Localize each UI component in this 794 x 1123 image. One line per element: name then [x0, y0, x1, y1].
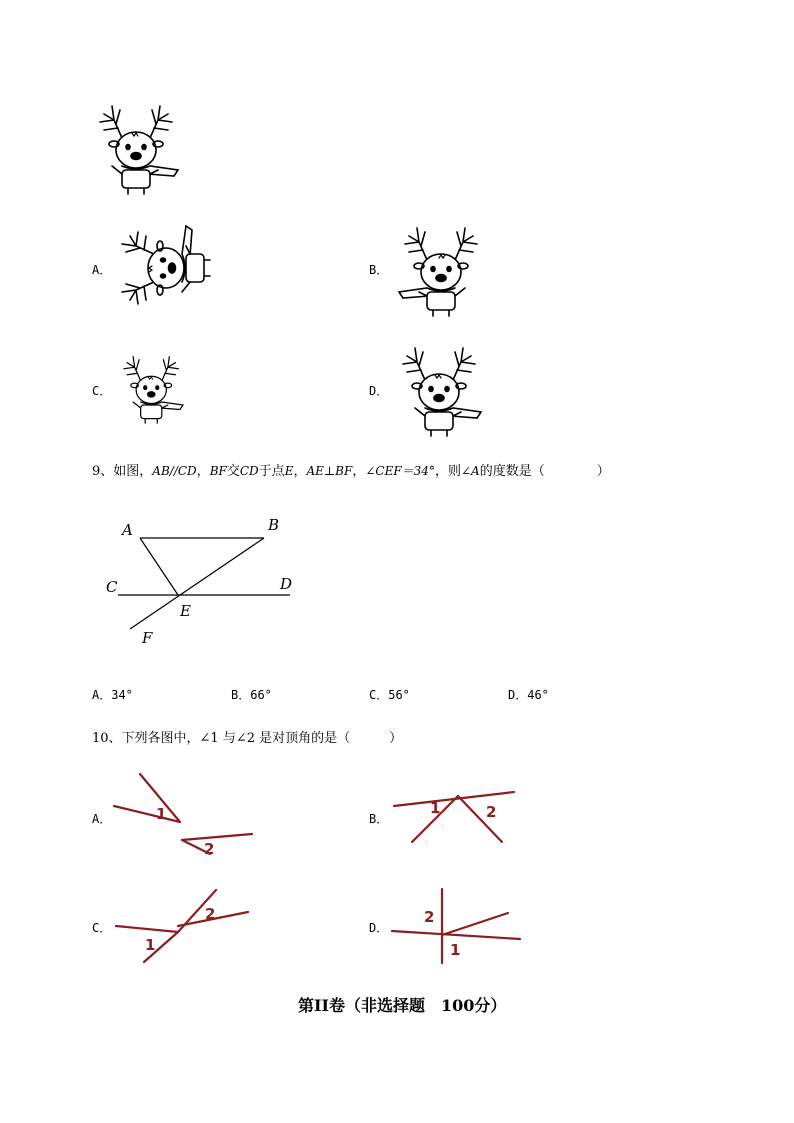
part-2-title: 第II卷（非选择题 100分）: [298, 996, 507, 1015]
label-e: E: [180, 602, 191, 620]
q10-option-b-label: B．: [369, 812, 389, 826]
deer-original-image: [92, 100, 182, 195]
angle-2-mark: 2: [204, 840, 215, 858]
q10-question: 10、下列各图中，∠1 与∠2 是对顶角的是（ ）: [92, 731, 403, 746]
q9-geometry-figure: [100, 510, 310, 650]
q8-option-c-label: C．: [92, 384, 112, 398]
line-bf: [130, 538, 264, 629]
q9-option-d: D．46°: [508, 688, 549, 702]
deer-option-d-image: [395, 342, 485, 437]
q8-option-a-label: A．: [92, 263, 112, 277]
label-a: A: [122, 521, 133, 539]
q10-figure-a: [110, 768, 260, 860]
label-f: F: [142, 629, 153, 647]
q10-figure-b: [390, 784, 520, 846]
q10-figure-c: [112, 886, 254, 966]
angle-1-mark: 1: [145, 936, 156, 954]
q9-option-b: B．66°: [231, 688, 272, 702]
label-c: C: [106, 578, 118, 596]
q9-option-a: A．34°: [92, 688, 133, 702]
q8-option-d-label: D．: [369, 384, 389, 398]
angle-2-mark: 2: [424, 908, 435, 926]
q8-option-b-label: B．: [369, 263, 389, 277]
q10-option-d-label: D．: [369, 921, 389, 935]
angle-1-mark: 1: [430, 799, 441, 817]
label-d: D: [280, 575, 293, 593]
angle-1-mark: 1: [156, 805, 167, 823]
q9-question: 9、如图，AB//CD，BF交CD于点E，AE⊥BF，∠CEF＝34°，则∠A的度数是（ ）: [92, 464, 610, 479]
deer-option-c-image: [118, 352, 186, 424]
deer-option-a-image: [118, 225, 208, 310]
q10-option-a-label: A．: [92, 812, 112, 826]
deer-option-b-image: [395, 222, 485, 317]
angle-1-mark: 1: [450, 941, 461, 959]
angle-2-mark: 2: [205, 905, 216, 923]
line-ae: [140, 538, 178, 595]
angle-2-mark: 2: [486, 803, 497, 821]
label-b: B: [268, 516, 280, 534]
q10-option-c-label: C．: [92, 921, 112, 935]
q10-figure-d: [390, 885, 524, 965]
q9-option-c: C．56°: [369, 688, 410, 702]
